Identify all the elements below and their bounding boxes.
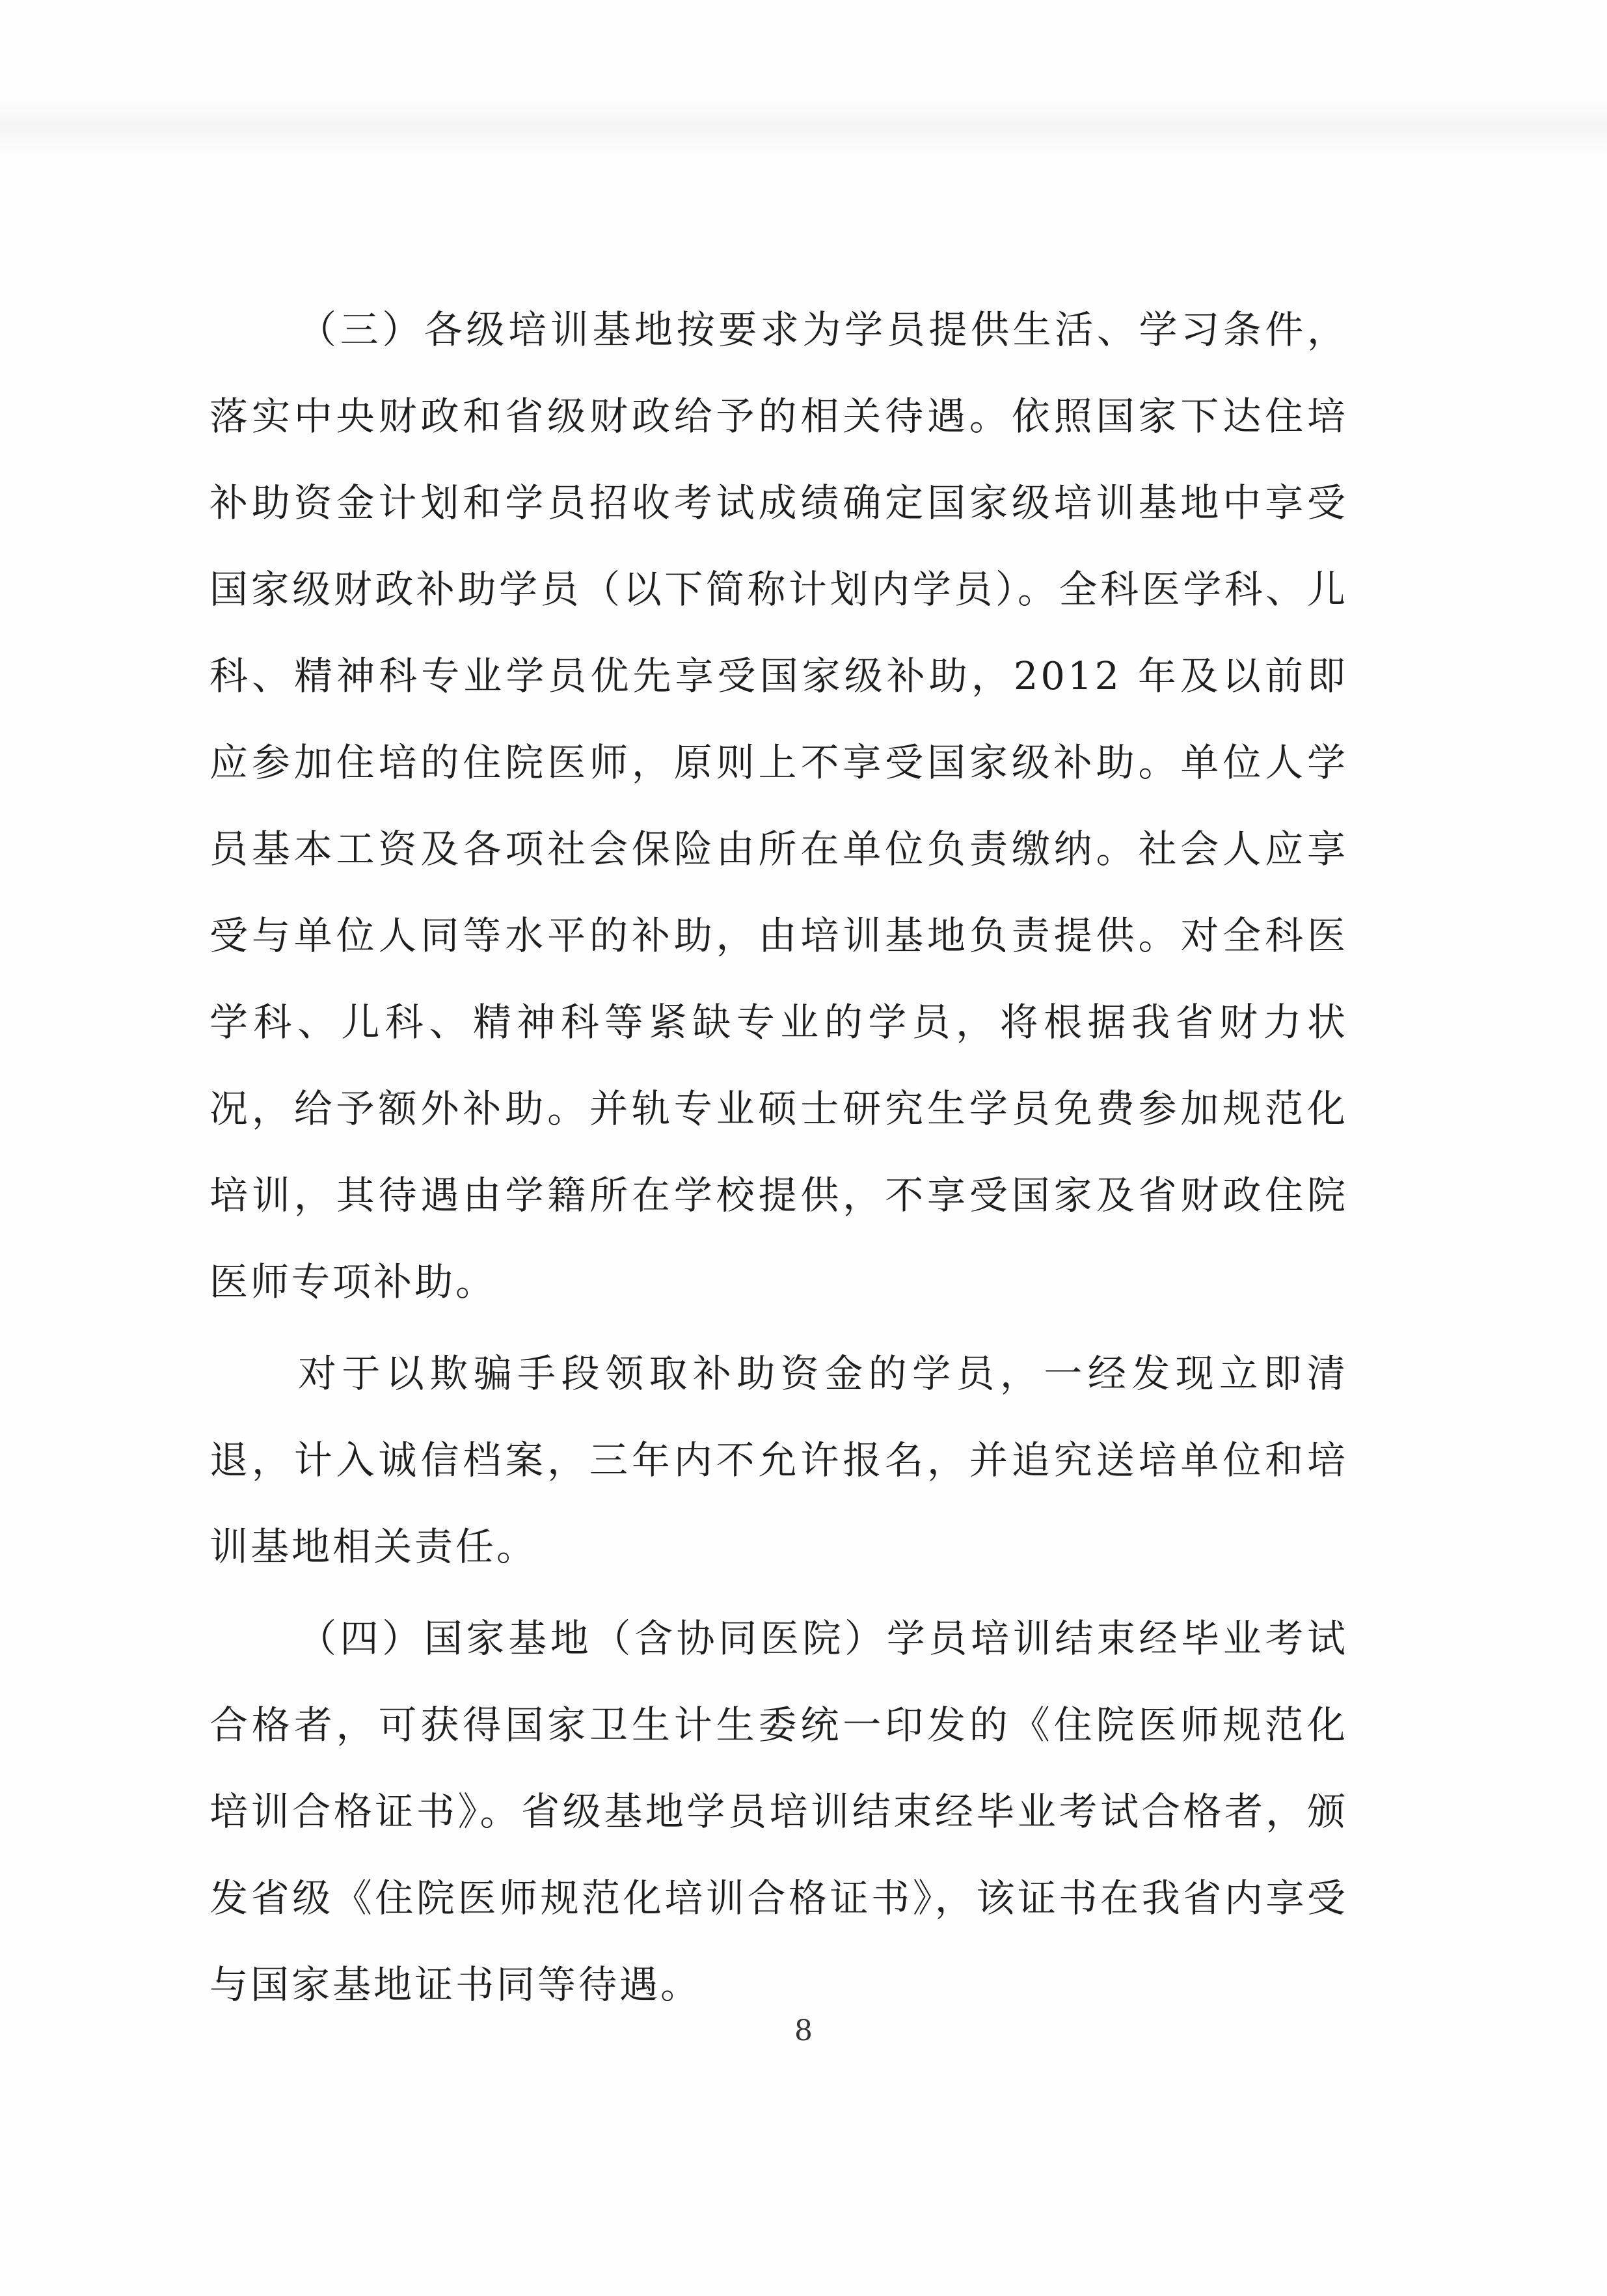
paragraph-4-certificate: （四）国家基地（含协同医院）学员培训结束经毕业考试合格者，可获得国家卫生计生委统一印发的《住院医师规范化培训合格证书》。省级基地学员培训结束经毕业考试合格者，颁发省级《住院医师规范化培训合格证书》，该证书在我省内享受与国家基地证书同等待遇。 [209,1616,1348,2007]
page-number: 8 [794,2014,813,2047]
scan-shadow [0,98,1607,156]
paragraph-3-subsidies: （三）各级培训基地按要求为学员提供生活、学习条件，落实中央财政和省级财政给予的相关待遇。依照国家下达住培补助资金计划和学员招收考试成绩确定国家级培训基地中享受国家级财政补助学员（以下简称计划内学员）。全科医学科、儿科、精神科专业学员优先享受国家级补助，2012 年及以前即应参加住培的住院医师，原则上不享受国家级补助。单位人学员基本工资及各项社会保险由所在单位负责缴纳。社会人应享受与单位人同等水平的补助，由培训基地负责提供。对全科医学科、儿科、精神科等紧缺专业的学员，将根据我省财力状况，给予额外补助。并轨专业硕士研究生学员免费参加规范化培训，其待遇由学籍所在学校提供，不享受国家及省财政住院医师专项补助。 [209,307,1348,1304]
document-body [209,286,1348,2028]
paragraph-fraud-penalty: 对于以欺骗手段领取补助资金的学员，一经发现立即清退，计入诚信档案，三年内不允许报名，并追究送培单位和培训基地相关责任。 [209,1351,1348,1569]
